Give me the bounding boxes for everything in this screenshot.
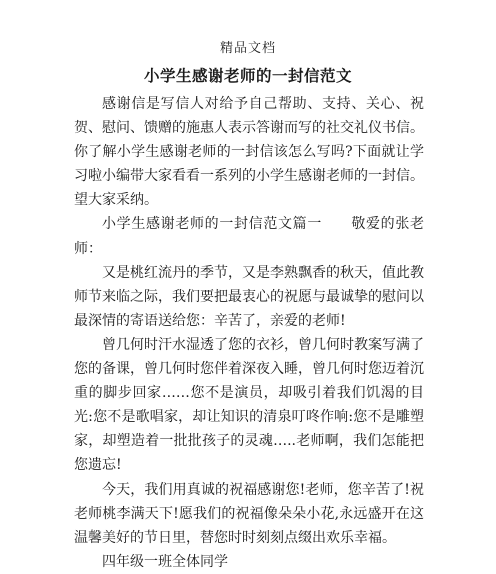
paragraph-blessing: 今天，我们用真诚的祝福感谢您!老师，您辛苦了!祝老师桃李满天下!愿我们的祝福像朵朵小花,永远盛开在这温馨美好的节日里，替您时时刻刻点缀出欢乐幸福。 (74, 481, 424, 546)
page-header: 精品文档 (219, 41, 276, 56)
paragraph-memories: 曾几何时汗水湿透了您的衣衫，曾几何时教案写满了您的备课，曾几何时您伴着深夜入睡，曾几何时您迈着沉重的脚步回家……您不是演员，却吸引着我们饥渴的目光:您不是歌唱家，却让知识的清泉叮咚作响:您不是雕塑家，却塑造着一批批孩子的灵魂…..老师啊，我们怎能把您遗忘! (74, 336, 424, 474)
paragraph-intro: 感谢信是写信人对给予自己帮助、支持、关心、祝贺、慰问、馈赠的施惠人表示答谢而写的社交礼仪书信。 你了解小学生感谢老师的一封信该怎么写吗?下面就让学习啦小编带大家看看一系列的小学生感谢老师的一封信。望大家采纳。 (74, 96, 424, 209)
document-body (74, 92, 424, 574)
paragraph-heading-greeting: 小学生感谢老师的一封信范文篇一 敬爱的张老师： (74, 216, 424, 257)
document-title: 小学生感谢老师的一封信范文 (143, 66, 352, 85)
paragraph-signature: 四年级一班全体同学 (102, 553, 228, 570)
paragraph-season: 又是桃红流丹的季节，又是李熟飘香的秋天，值此教师节来临之际，我们要把最衷心的祝愿与最诚挚的慰问以最深情的寄语送给您：辛苦了，亲爱的老师! (74, 264, 424, 329)
